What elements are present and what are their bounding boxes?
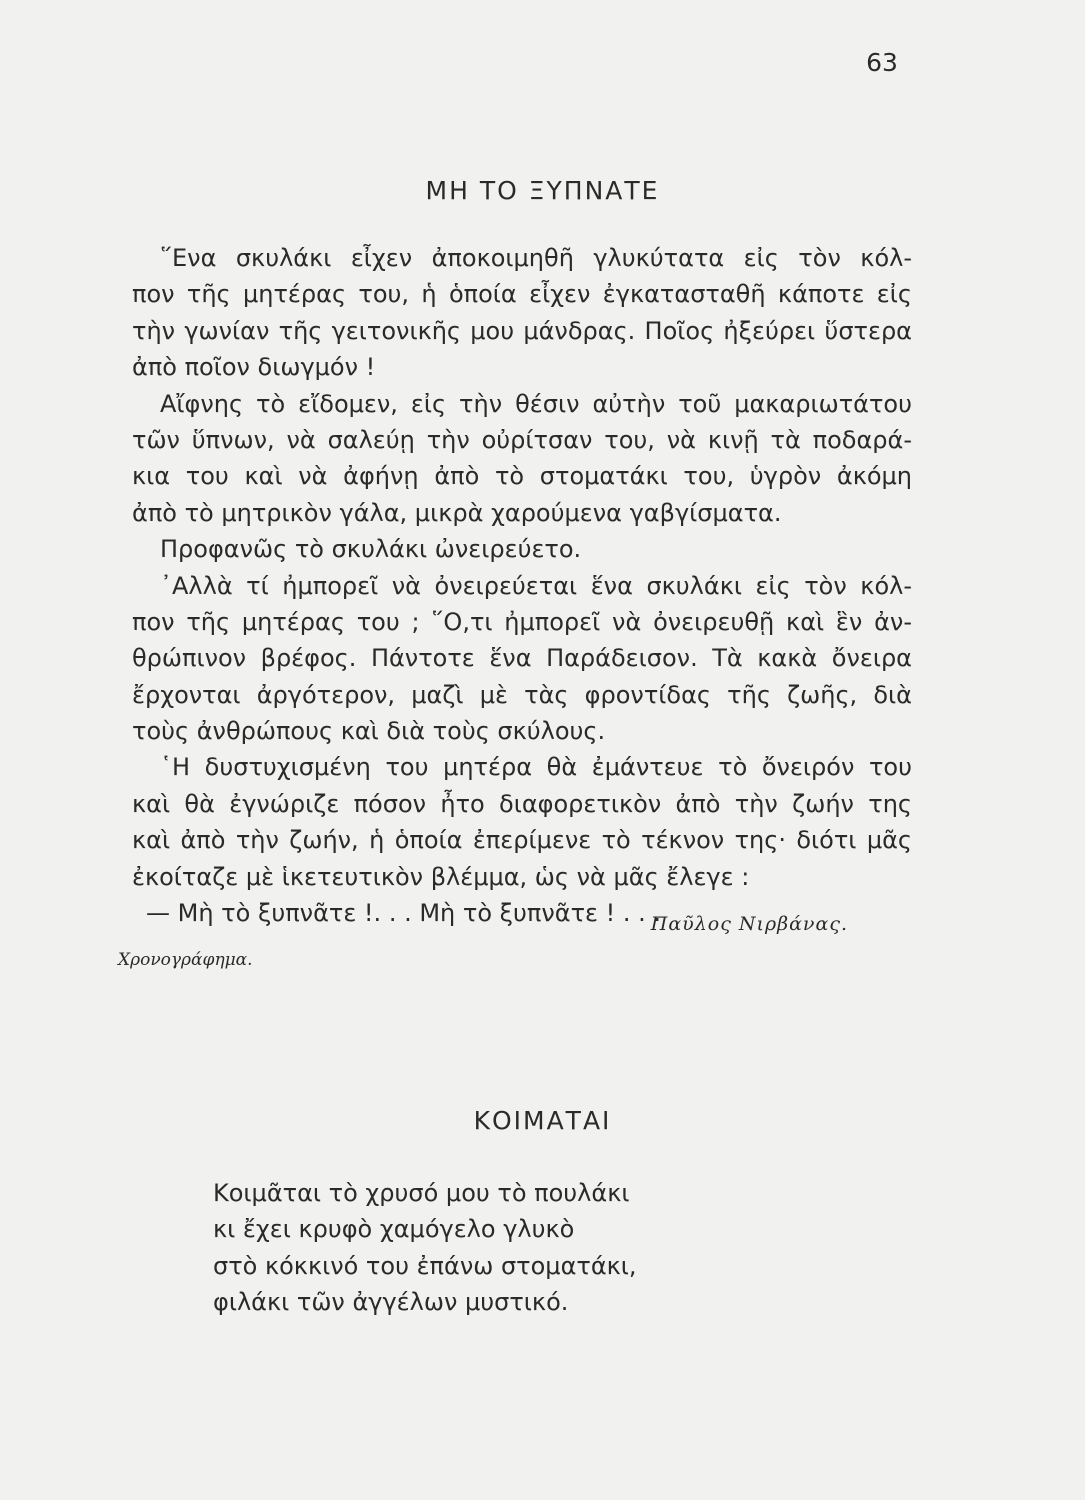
prose-line: πον τῆς μητέρας του ; ῞Ο,τι ἠμπορεῖ νὰ ὀνειρευθῇ καὶ ἓν ἀν- bbox=[132, 607, 912, 636]
prose-line: τῶν ὕπνων, νὰ σαλεύῃ τὴν οὐρίτσαν του, νὰ κινῇ τὰ ποδαρά- bbox=[132, 425, 912, 454]
prose-body bbox=[132, 240, 912, 931]
page-number: 63 bbox=[866, 48, 898, 77]
section-title-1: ΜΗ ΤΟ ΞΥΠΝΑΤΕ bbox=[425, 176, 660, 205]
prose-line: τὴν γωνίαν τῆς γειτονικῆς μου μάνδρας. Ποῖος ἠξεύρει ὕστερα bbox=[132, 316, 912, 345]
prose-line: πον τῆς μητέρας του, ἡ ὁποία εἶχεν ἐγκατασταθῆ κάποτε εἰς bbox=[132, 280, 912, 309]
prose-line: Αἴφνης τὸ εἴδομεν, εἰς τὴν θέσιν αὐτὴν τοῦ μακαριωτάτου bbox=[160, 389, 912, 418]
poem-line: Κοιμᾶται τὸ χρυσό μου τὸ πουλάκι bbox=[213, 1179, 630, 1207]
prose-line: ῾Η δυστυχισμένη του μητέρα θὰ ἐμάντευε τὸ ὄνειρόν του bbox=[160, 753, 912, 782]
prose-line: ἀπὸ ποῖον διωγμόν ! bbox=[132, 353, 376, 382]
author-signature: Παῦλος Νιρβάνας. bbox=[650, 913, 848, 935]
poem-line: στὸ κόκκινό του ἐπάνω στοματάκι, bbox=[213, 1251, 637, 1280]
prose-line: ἀπὸ τὸ μητρικὸν γάλα, μικρὰ χαρούμενα γαβγίσματα. bbox=[132, 498, 782, 527]
quote-line: — Μὴ τὸ ξυπνᾶτε !. . . Μὴ τὸ ξυπνᾶτε ! . . . bbox=[146, 899, 662, 928]
prose-line: κια του καὶ νὰ ἀφήνῃ ἀπὸ τὸ στοματάκι του, ὑγρὸν ἀκόμη bbox=[132, 462, 912, 491]
prose-line: ῞Ενα σκυλάκι εἶχεν ἀποκοιμηθῆ γλυκύτατα εἰς τὸν κόλ- bbox=[160, 244, 912, 272]
poem-body bbox=[213, 1175, 637, 1321]
prose-line: ἔρχονται ἀργότερον, μαζὶ μὲ τὰς φροντίδας τῆς ζωῆς, διὰ bbox=[132, 680, 912, 709]
prose-line: τοὺς ἀνθρώπους καὶ διὰ τοὺς σκύλους. bbox=[132, 717, 606, 746]
poem-line: κι ἔχει κρυφὸ χαμόγελο γλυκὸ bbox=[213, 1215, 575, 1244]
prose-line: θρώπινον βρέφος. Πάντοτε ἕνα Παράδεισον. Τὰ κακὰ ὄνειρα bbox=[132, 644, 912, 673]
genre-label: Χρονογράφημα. bbox=[118, 950, 253, 970]
prose-line: ᾿Αλλὰ τί ἠμπορεῖ νὰ ὀνειρεύεται ἕνα σκυλάκι εἰς τὸν κόλ- bbox=[160, 571, 912, 600]
poem-line: φιλάκι τῶν ἀγγέλων μυστικό. bbox=[213, 1288, 569, 1317]
prose-line: καὶ θὰ ἐγνώριζε πόσον ἦτο διαφορετικὸν ἀπὸ τὴν ζωήν της bbox=[132, 789, 912, 818]
prose-line: Προφανῶς τὸ σκυλάκι ὠνειρεύετο. bbox=[160, 535, 582, 564]
section-title-2: ΚΟΙΜΑΤΑΙ bbox=[473, 1106, 612, 1135]
prose-line: ἐκοίταζε μὲ ἱκετευτικὸν βλέμμα, ὡς νὰ μᾶς ἔλεγε : bbox=[132, 862, 750, 891]
prose-line: καὶ ἀπὸ τὴν ζωήν, ἡ ὁποία ἐπερίμενε τὸ τέκνον της· διότι μᾶς bbox=[132, 826, 912, 855]
